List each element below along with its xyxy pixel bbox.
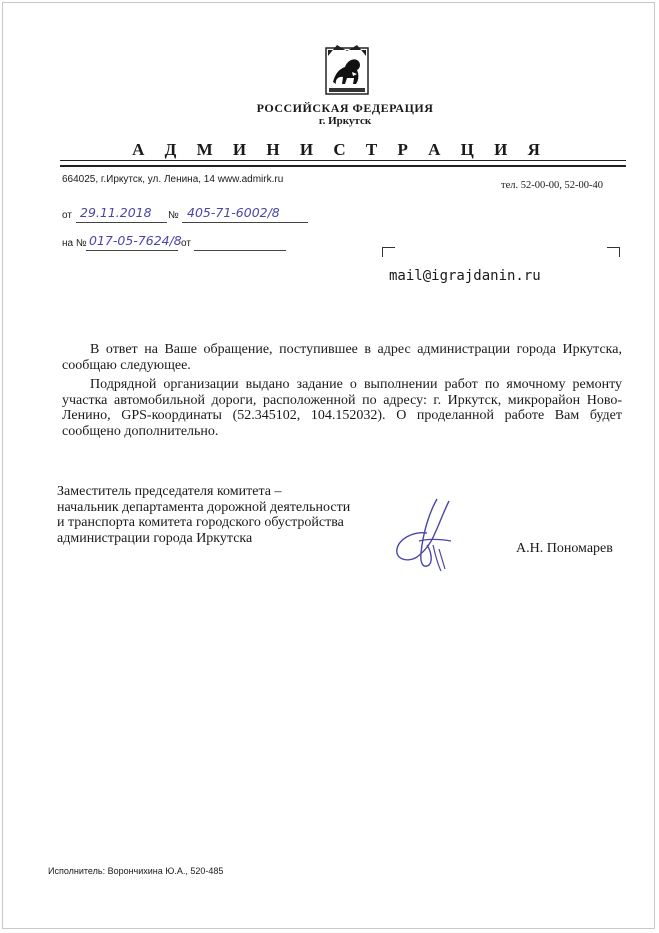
reply-number: 017-05-7624/8 bbox=[89, 233, 182, 248]
signatory-position-line: Заместитель председателя комитета – bbox=[57, 484, 282, 499]
date-label: от bbox=[62, 210, 72, 221]
recipient-corner-left bbox=[382, 247, 395, 257]
signatory-position-line: начальник департамента дорожной деятельности bbox=[57, 499, 351, 515]
recipient-email: mail@igrajdanin.ru bbox=[389, 268, 541, 284]
reply-from-label: от bbox=[181, 238, 191, 249]
signatory-position-line: администрации города Иркутска bbox=[57, 530, 253, 546]
body-paragraph-1: В ответ на Ваше обращение, поступившее в адрес администрации города Иркутска, сообщаю следующее. bbox=[62, 342, 622, 373]
federation-title: РОССИЙСКАЯ ФЕДЕРАЦИЯ bbox=[256, 101, 434, 115]
signer-name: А.Н. Пономарев bbox=[516, 541, 613, 556]
reply-to-label: на № bbox=[62, 238, 87, 249]
body-paragraph-2: Подрядной организации выдано задание о выполнении работ по ямочному ремонту участка автомобильной дороги, расположенной по адресу: г. Иркутск, микрорайон Ново-Ленино, GPS-координаты (52.345102, 104.152032). О проделанной работе Вам будет сообщено дополнительно. bbox=[62, 377, 622, 439]
document-date: 29.11.2018 bbox=[80, 205, 152, 220]
organization-phones: тел. 52-00-00, 52-00-40 bbox=[501, 180, 603, 191]
organization-address: 664025, г.Иркутск, ул. Ленина, 14 www.admirk.ru bbox=[62, 174, 284, 185]
organization-title: А Д М И Н И С Т Р А Ц И Я bbox=[132, 140, 548, 159]
signatory-position bbox=[57, 484, 350, 546]
city-coat-of-arms-icon bbox=[323, 42, 371, 97]
number-underline bbox=[182, 222, 308, 223]
recipient-corner-right bbox=[607, 247, 620, 257]
reply-number-underline bbox=[86, 250, 178, 251]
reply-date-underline bbox=[194, 250, 286, 251]
header-divider-thin bbox=[60, 160, 626, 161]
city-subtitle: г. Иркутск bbox=[318, 115, 372, 127]
number-label: № bbox=[168, 210, 179, 221]
handwritten-signature bbox=[393, 493, 467, 575]
signatory-position-line: и транспорта комитета городского обустройства bbox=[57, 515, 344, 530]
document-number: 405-71-6002/8 bbox=[187, 205, 280, 220]
date-underline bbox=[76, 222, 167, 223]
header-divider-thick bbox=[60, 165, 626, 167]
executor-info: Исполнитель: Ворончихина Ю.А., 520-485 bbox=[48, 866, 224, 876]
